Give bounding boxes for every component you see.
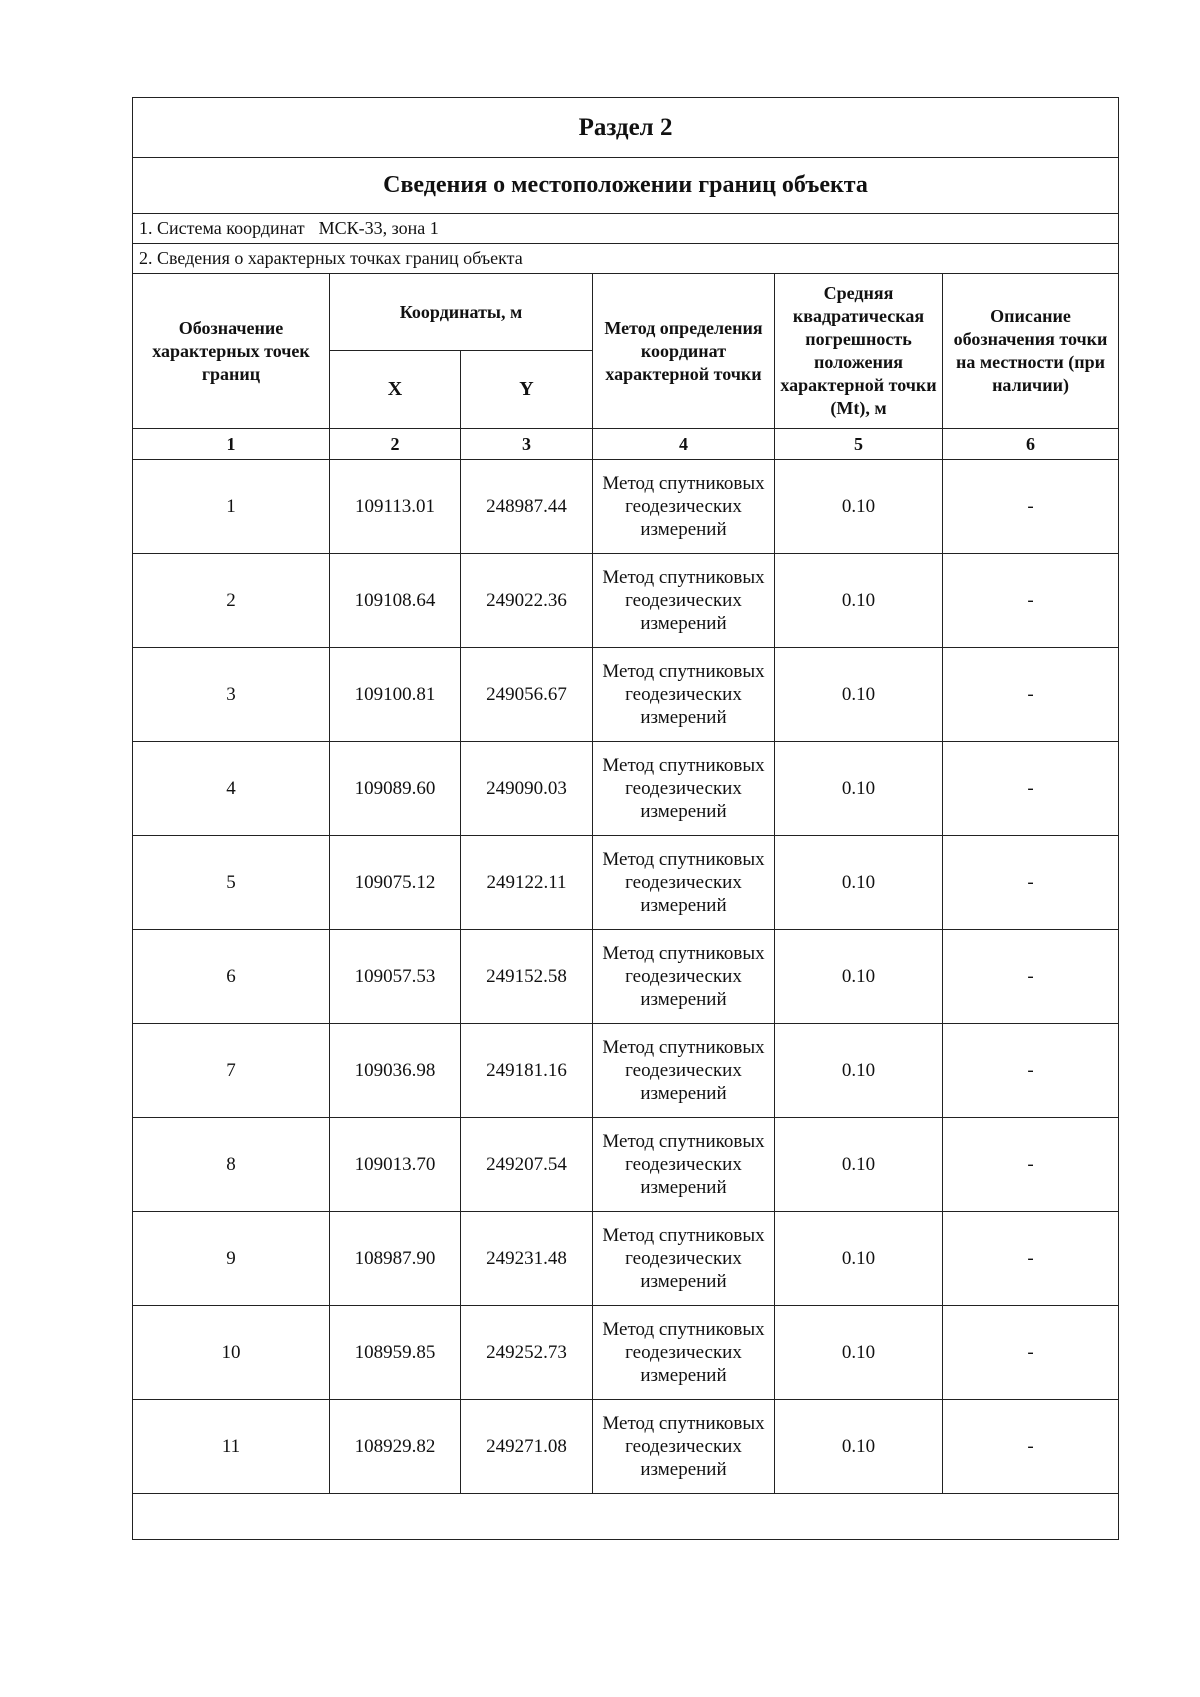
method-cell: Метод спутниковых геодезических измерений [593,1118,775,1212]
document-subtitle: Сведения о местоположении границ объекта [133,158,1119,214]
header-method: Метод определения координат характерной точки [593,274,775,429]
column-number: 1 [133,429,330,460]
column-number: 4 [593,429,775,460]
column-number: 6 [943,429,1119,460]
y-coordinate-cell: 248987.44 [461,460,593,554]
column-numbers-row [133,429,1119,460]
header-description: Описание обозначения точки на местности (при наличии) [943,274,1119,429]
error-cell: 0.10 [775,1212,943,1306]
header-y: Y [461,351,593,429]
error-cell: 0.10 [775,836,943,930]
point-id-cell: 1 [133,460,330,554]
point-id-cell: 6 [133,930,330,1024]
y-coordinate-cell: 249207.54 [461,1118,593,1212]
table-row [133,648,1119,742]
x-coordinate-cell: 108929.82 [330,1400,461,1494]
error-cell: 0.10 [775,648,943,742]
header-coordinates: Координаты, м [330,274,593,351]
method-cell: Метод спутниковых геодезических измерений [593,460,775,554]
table-row [133,930,1119,1024]
error-cell: 0.10 [775,554,943,648]
boundary-points-table [132,97,1119,1540]
error-cell: 0.10 [775,930,943,1024]
empty-cell [133,1494,1119,1540]
section-title: Раздел 2 [133,98,1119,158]
point-id-cell: 3 [133,648,330,742]
method-cell: Метод спутниковых геодезических измерений [593,648,775,742]
table-row [133,1024,1119,1118]
method-cell: Метод спутниковых геодезических измерений [593,1212,775,1306]
y-coordinate-cell: 249090.03 [461,742,593,836]
method-cell: Метод спутниковых геодезических измерений [593,742,775,836]
error-cell: 0.10 [775,1400,943,1494]
point-id-cell: 10 [133,1306,330,1400]
column-number: 3 [461,429,593,460]
x-coordinate-cell: 109113.01 [330,460,461,554]
description-cell: - [943,1212,1119,1306]
description-cell: - [943,460,1119,554]
method-cell: Метод спутниковых геодезических измерений [593,1306,775,1400]
x-coordinate-cell: 109036.98 [330,1024,461,1118]
points-heading: 2. Сведения о характерных точках границ объекта [133,244,1119,274]
point-id-cell: 9 [133,1212,330,1306]
y-coordinate-cell: 249231.48 [461,1212,593,1306]
description-cell: - [943,554,1119,648]
table-row [133,460,1119,554]
empty-row [133,1494,1119,1540]
method-cell: Метод спутниковых геодезических измерений [593,836,775,930]
x-coordinate-cell: 109100.81 [330,648,461,742]
coord-system-label: 1. Система координат [139,218,305,238]
method-cell: Метод спутниковых геодезических измерений [593,1400,775,1494]
point-id-cell: 7 [133,1024,330,1118]
description-cell: - [943,742,1119,836]
x-coordinate-cell: 109075.12 [330,836,461,930]
description-cell: - [943,836,1119,930]
point-id-cell: 4 [133,742,330,836]
y-coordinate-cell: 249271.08 [461,1400,593,1494]
error-cell: 0.10 [775,1118,943,1212]
x-coordinate-cell: 108959.85 [330,1306,461,1400]
header-designation: Обозначение характерных точек границ [133,274,330,429]
table-row [133,742,1119,836]
table-row [133,554,1119,648]
table-row [133,836,1119,930]
coord-system-value: МСК-33, зона 1 [318,218,439,238]
x-coordinate-cell: 108987.90 [330,1212,461,1306]
error-cell: 0.10 [775,742,943,836]
point-id-cell: 11 [133,1400,330,1494]
table-row [133,1306,1119,1400]
description-cell: - [943,1118,1119,1212]
description-cell: - [943,1400,1119,1494]
description-cell: - [943,1024,1119,1118]
description-cell: - [943,930,1119,1024]
method-cell: Метод спутниковых геодезических измерений [593,930,775,1024]
x-coordinate-cell: 109057.53 [330,930,461,1024]
description-cell: - [943,1306,1119,1400]
coord-system-line [133,214,1119,244]
header-x: X [330,351,461,429]
y-coordinate-cell: 249022.36 [461,554,593,648]
y-coordinate-cell: 249056.67 [461,648,593,742]
error-cell: 0.10 [775,1024,943,1118]
header-error: Средняя квадратическая погрешность положения характерной точки (Mt), м [775,274,943,429]
x-coordinate-cell: 109089.60 [330,742,461,836]
point-id-cell: 5 [133,836,330,930]
x-coordinate-cell: 109013.70 [330,1118,461,1212]
method-cell: Метод спутниковых геодезических измерений [593,554,775,648]
point-id-cell: 8 [133,1118,330,1212]
column-number: 5 [775,429,943,460]
table-row [133,1212,1119,1306]
error-cell: 0.10 [775,460,943,554]
y-coordinate-cell: 249122.11 [461,836,593,930]
method-cell: Метод спутниковых геодезических измерений [593,1024,775,1118]
column-number: 2 [330,429,461,460]
y-coordinate-cell: 249252.73 [461,1306,593,1400]
y-coordinate-cell: 249152.58 [461,930,593,1024]
table-row [133,1400,1119,1494]
error-cell: 0.10 [775,1306,943,1400]
point-id-cell: 2 [133,554,330,648]
description-cell: - [943,648,1119,742]
table-row [133,1118,1119,1212]
x-coordinate-cell: 109108.64 [330,554,461,648]
y-coordinate-cell: 249181.16 [461,1024,593,1118]
